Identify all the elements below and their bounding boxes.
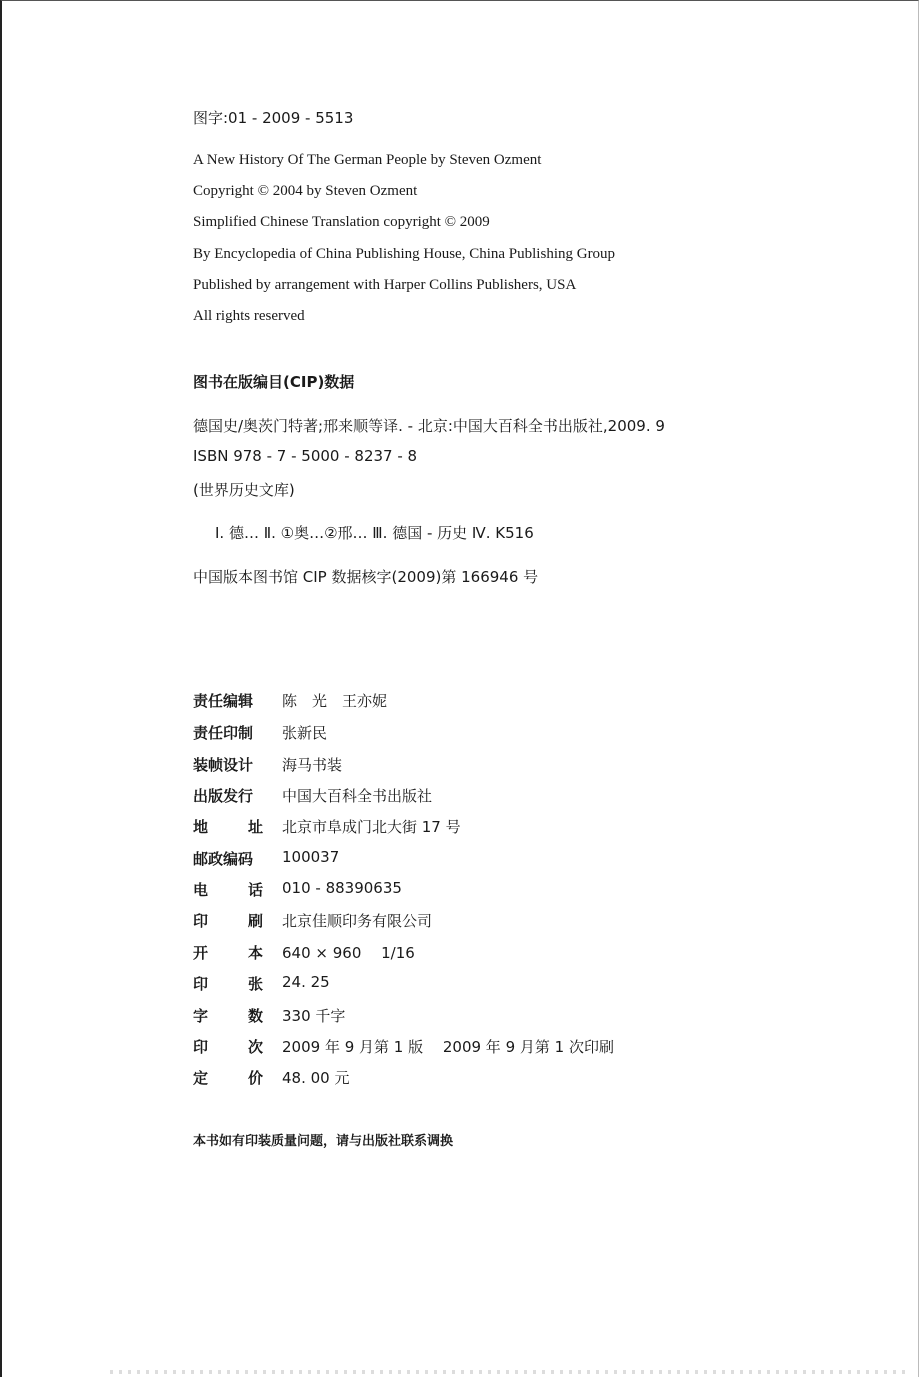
permit-number: 图字:01 - 2009 - 5513: [193, 109, 354, 127]
credit-label-char: 数: [247, 1007, 263, 1025]
copyright-line-title: A New History Of The German People by Steven Ozment: [193, 152, 542, 168]
cip-classification: Ⅰ. 德… Ⅱ. ①奥…②邢… Ⅲ. 德国 - 历史 Ⅳ. K516: [215, 524, 534, 542]
credit-label: [193, 1005, 263, 1026]
credit-value: 640 × 960 1/16: [282, 944, 415, 962]
credit-label: [193, 816, 263, 837]
credit-value: 陈 光 王亦妮: [282, 692, 388, 710]
credit-label-char: 电: [193, 881, 209, 899]
credit-value: 330 千字: [282, 1007, 346, 1025]
credit-label: 装帧设计: [193, 756, 254, 774]
credit-value: 海马书装: [282, 756, 343, 774]
credit-label-char: 次: [247, 1038, 263, 1056]
credit-label-char: 本: [247, 944, 263, 962]
credit-label-char: 刷: [247, 912, 263, 930]
cip-series: (世界历史文库): [193, 481, 295, 499]
credit-label: [193, 879, 263, 900]
credit-label-char: 定: [193, 1069, 209, 1087]
credit-value: 北京佳顺印务有限公司: [282, 912, 433, 930]
credit-label-char: 印: [193, 912, 209, 930]
credit-label: [193, 910, 263, 931]
credit-label-char: 址: [247, 818, 263, 836]
credit-label: 责任编辑: [193, 692, 254, 710]
credit-value: 中国大百科全书出版社: [282, 787, 433, 805]
credit-label: 邮政编码: [193, 850, 254, 868]
credit-label: [193, 942, 263, 963]
credit-label-char: 地: [193, 818, 209, 836]
cip-verification: 中国版本图书馆 CIP 数据核字(2009)第 166946 号: [193, 568, 539, 586]
credit-label-char: 开: [193, 944, 209, 962]
credit-value: 100037: [282, 848, 340, 866]
credit-value: 24. 25: [282, 973, 330, 991]
copyright-line-translation: Simplified Chinese Translation copyright © 2009: [193, 214, 490, 230]
cip-heading: 图书在版编目(CIP)数据: [193, 373, 355, 391]
credit-value: 48. 00 元: [282, 1069, 350, 1087]
credit-label: 出版发行: [193, 787, 254, 805]
credit-value: 2009 年 9 月第 1 版 2009 年 9 月第 1 次印刷: [282, 1038, 614, 1056]
copyright-line-author: Copyright © 2004 by Steven Ozment: [193, 183, 418, 199]
copyright-line-publisher: By Encyclopedia of China Publishing House, China Publishing Group: [193, 246, 616, 262]
credit-value: 北京市阜成门北大街 17 号: [282, 818, 461, 836]
cip-isbn: ISBN 978 - 7 - 5000 - 8237 - 8: [193, 447, 418, 465]
credit-label-char: 价: [247, 1069, 263, 1087]
credit-label: [193, 1036, 263, 1057]
credit-label: [193, 973, 263, 994]
credit-label-char: 印: [193, 975, 209, 993]
credit-label-char: 字: [193, 1007, 209, 1025]
credit-label: [193, 1067, 263, 1088]
credit-label-char: 印: [193, 1038, 209, 1056]
credit-label-char: 话: [247, 881, 263, 899]
copyright-line-arrangement: Published by arrangement with Harper Collins Publishers, USA: [193, 277, 577, 293]
scan-edge-artifact: [110, 1370, 910, 1374]
cip-record: 德国史/奥茨门特著;邢来顺等译. - 北京:中国大百科全书出版社,2009. 9: [193, 417, 665, 435]
credit-label: 责任印制: [193, 724, 254, 742]
credit-value: 张新民: [282, 724, 328, 742]
quality-notice: 本书如有印装质量问题，请与出版社联系调换: [193, 1134, 454, 1149]
copyright-line-rights: All rights reserved: [193, 308, 305, 324]
credit-value: 010 - 88390635: [282, 879, 402, 897]
credit-label-char: 张: [247, 975, 263, 993]
